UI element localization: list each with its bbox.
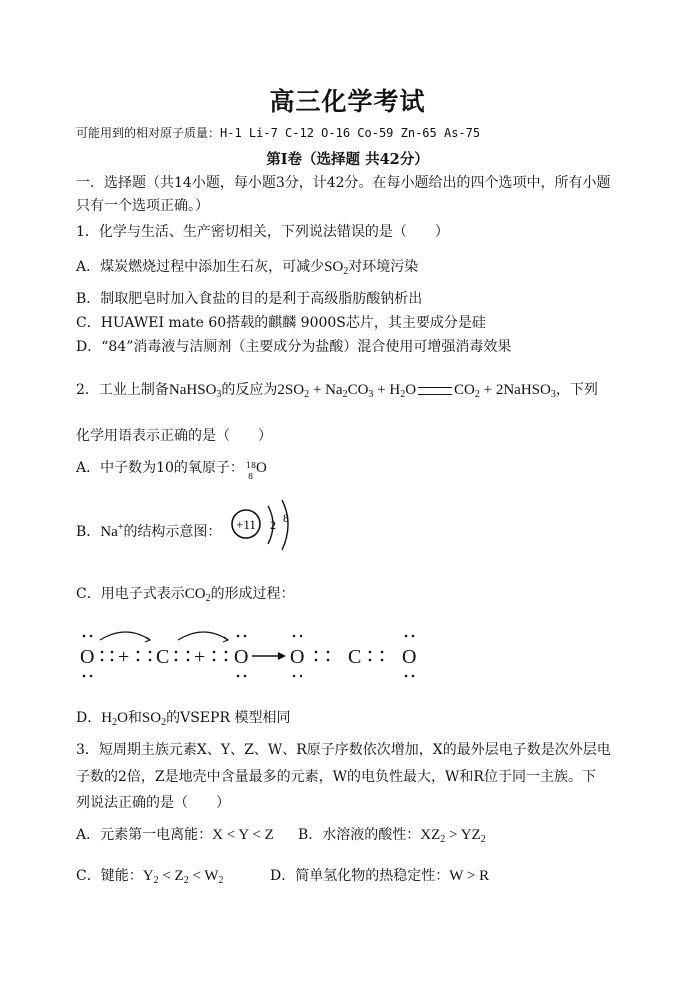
- shell-2-electrons: 8: [283, 511, 289, 525]
- q2-option-d: D．$H_2O$和$SO_2$的VSEPR 模型相同: [76, 710, 291, 728]
- lewis-oxygen-2: O: [234, 646, 249, 668]
- q2-stem: 2．工业上制备NaHSO$_3$的反应为$2SO_2 + Na_2CO_3 + H_2O$ $CO_2$ + 2NaHSO$_3$，下列: [76, 382, 598, 400]
- lewis-product-carbon: C: [348, 646, 362, 668]
- q1-option-c: C．HUAWEI mate 60搭载的麒麟 9000S芯片，其主要成分是硅: [76, 315, 486, 331]
- lewis-plus-1: +: [118, 646, 130, 668]
- instructions-line-1: 一．选择题（共14小题，每小题3分，计42分。在每小题给出的四个选项中，所有小题: [76, 175, 611, 191]
- q2-stem-line-2: 化学用语表示正确的是（ ）: [76, 428, 272, 444]
- q3-stem-line-1: 3．短周期主族元素X、Y、Z、W、R原子序数依次增加，X的最外层电子数是次外层电: [76, 742, 611, 758]
- exam-title: 高三化学考试: [269, 87, 426, 116]
- lewis-electron-dots: [83, 635, 415, 678]
- q3-stem-line-3: 列说法正确的是（ ）: [76, 795, 230, 811]
- q2-option-a: A．中子数为10的氧原子： 18 8 O: [76, 460, 267, 481]
- lewis-plus-2: +: [194, 646, 206, 668]
- q1-stem: 1．化学与生活、生产密切相关，下列说法错误的是（ ）: [76, 224, 449, 240]
- q2-option-b: B．Na+的结构示意图：: [76, 522, 222, 540]
- q1-option-a: A．煤炭燃烧过程中添加生石灰，可减少$SO_2$对环境污染: [76, 259, 419, 277]
- electron-arrow-1: [100, 632, 150, 640]
- q3-option-d: D．简单氢化物的热稳定性：W > R: [270, 868, 490, 884]
- lewis-product-oxygen-2: O: [402, 646, 417, 668]
- q3-option-c: C．键能：$Y_2 < Z_2 < W_2$: [76, 868, 224, 886]
- lewis-oxygen-1: O: [80, 646, 95, 668]
- q1-option-d: D．“84”消毒液与洁厕剂（主要成分为盐酸）混合使用可增强消毒效果: [76, 339, 512, 355]
- co2-formation-lewis-diagram: [76, 628, 426, 684]
- instructions-line-2: 只有一个选项正确。）: [76, 198, 209, 214]
- section-title: 第Ⅰ卷（选择题 共42分）: [266, 151, 429, 168]
- q3-option-a: A．元素第一电离能：X < Y < Z: [76, 827, 274, 843]
- electron-arrow-2: [178, 632, 228, 640]
- shell-1-electrons: 2: [270, 518, 276, 532]
- lewis-carbon: C: [156, 646, 170, 668]
- sodium-ion-structure-diagram: [228, 500, 298, 552]
- q1-option-b: B．制取肥皂时加入食盐的目的是利于高级脂肪酸钠析出: [76, 291, 423, 307]
- lewis-product-oxygen-1: O: [290, 646, 305, 668]
- q2-option-c: C．用电子式表示$CO_2$的形成过程：: [76, 586, 295, 604]
- atomic-mass-line: 可能用到的相对原子质量：H-1 Li-7 C-12 O-16 Co-59 Zn-65 As-75: [76, 126, 481, 140]
- q3-option-b: B．水溶液的酸性：$XZ_2 > YZ_2$: [298, 827, 486, 845]
- nucleus-label: +11: [236, 517, 256, 532]
- q3-stem-line-2: 子数的2倍，Z是地壳中含量最多的元素，W的电负性最大，W和R位于同一主族。下: [76, 769, 596, 785]
